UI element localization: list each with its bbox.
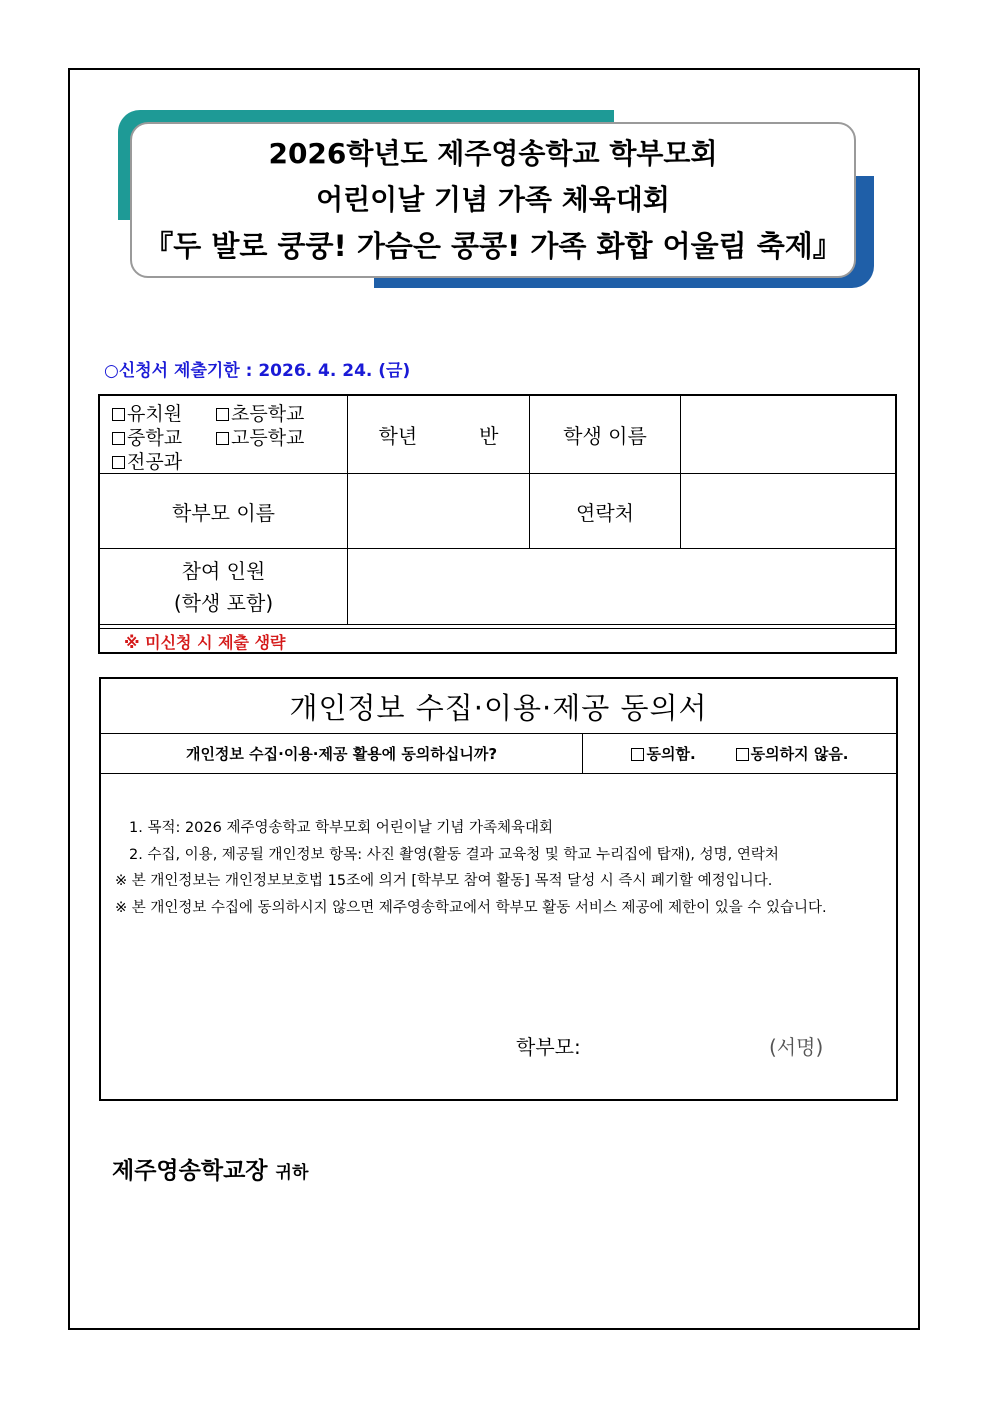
option-major-course[interactable]: 전공과 — [112, 450, 182, 474]
checkbox-icon[interactable] — [112, 408, 125, 421]
consent-question: 개인정보 수집·이용·제공 활용에 동의하십니까? — [185, 744, 498, 763]
signature-field[interactable]: (서명) — [769, 1035, 824, 1059]
disagree-option[interactable]: 동의하지 않음. — [736, 743, 849, 764]
consent-item: 1. 목적: 2026 제주영송학교 학부모회 어린이날 기념 가족체육대회 — [129, 820, 554, 836]
consent-note: ※ 본 개인정보 수집에 동의하시지 않으면 제주영송학교에서 학부모 활동 서비스 제공에 제한이 있을 수 있습니다. — [115, 899, 827, 916]
parent-name-label: 학부모 이름 — [172, 500, 275, 525]
consent-body — [115, 815, 889, 921]
grade-label: 학년 — [378, 424, 418, 448]
signature-label: 학부모: — [516, 1035, 581, 1059]
school-type-options — [112, 402, 304, 474]
form-note: ※ 미신청 시 제출 생략 — [124, 633, 286, 652]
banner-title-line3: 『두 발로 쿵쿵! 가슴은 콩콩! 가족 화합 어울림 축제』 — [144, 229, 842, 263]
student-name-field[interactable] — [681, 396, 895, 473]
recipient-name: 제주영송학교장 — [112, 1158, 268, 1184]
agree-option[interactable]: 동의함. — [631, 743, 695, 764]
recipient — [112, 1152, 308, 1185]
grid-line — [100, 624, 895, 625]
consent-item: 2. 수집, 이용, 제공될 개인정보 항목: 사진 촬영(활동 결과 교육청 및 학교 누리집에 탑재), 성명, 연락처 — [129, 846, 779, 863]
consent-form — [99, 677, 898, 1101]
participants-label: 참여 인원 (학생 포함) — [173, 558, 274, 615]
student-name-label: 학생 이름 — [563, 424, 647, 448]
checkbox-icon[interactable] — [736, 748, 749, 761]
checkbox-icon[interactable] — [112, 456, 125, 469]
grade-class-field[interactable] — [348, 396, 529, 473]
checkbox-icon[interactable] — [631, 748, 644, 761]
title-banner — [118, 110, 874, 290]
parent-name-field[interactable] — [348, 474, 529, 548]
checkbox-icon[interactable] — [216, 408, 229, 421]
option-kindergarten[interactable]: 유치원 — [112, 402, 216, 426]
grid-line — [100, 628, 895, 629]
consent-title: 개인정보 수집·이용·제공 동의서 — [289, 690, 708, 725]
contact-label: 연락처 — [576, 500, 634, 525]
banner-title-line1: 2026학년도 제주영송학교 학부모회 — [268, 137, 718, 170]
grid-line — [101, 773, 898, 774]
participants-field[interactable] — [348, 549, 895, 624]
contact-field[interactable] — [681, 474, 895, 548]
checkbox-icon[interactable] — [112, 432, 125, 445]
option-middle[interactable]: 중학교 — [112, 426, 216, 450]
option-elementary[interactable]: 초등학교 — [216, 402, 304, 426]
submission-deadline: ○신청서 제출기한 : 2026. 4. 24. (금) — [104, 361, 411, 381]
checkbox-icon[interactable] — [216, 432, 229, 445]
consent-note: ※ 본 개인정보는 개인정보보호법 15조에 의거 [학부모 참여 활동] 목적 달성 시 즉시 폐기할 예정입니다. — [115, 873, 773, 889]
banner-title-line2: 어린이날 기념 가족 체육대회 — [316, 183, 670, 216]
recipient-suffix: 귀하 — [275, 1163, 309, 1183]
option-high[interactable]: 고등학교 — [216, 426, 304, 450]
class-label: 반 — [479, 424, 499, 448]
consent-options — [582, 733, 898, 773]
application-form — [98, 394, 897, 654]
